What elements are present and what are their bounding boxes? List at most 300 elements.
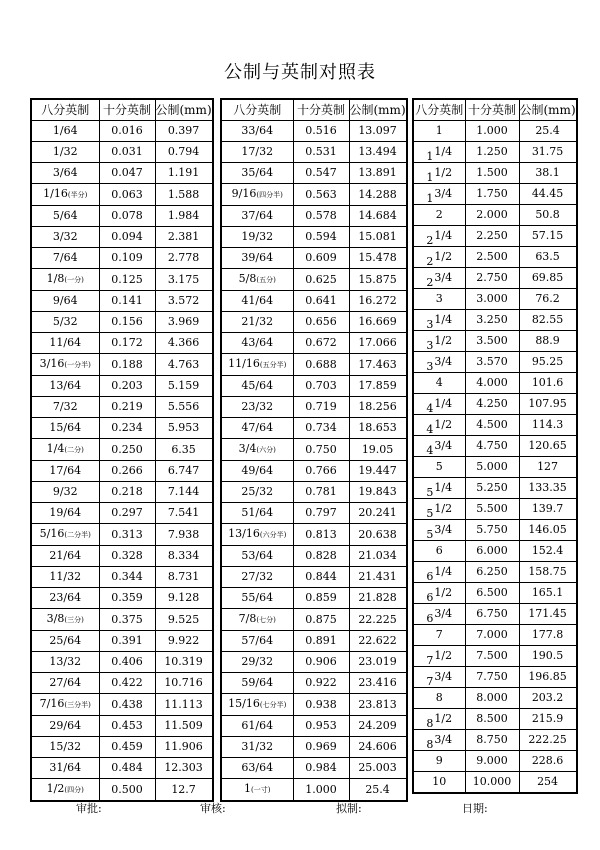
decimal-inch-cell: 3.500: [465, 331, 519, 352]
eighths-value: 15/16: [228, 697, 260, 710]
inch-cell: [413, 709, 465, 730]
decimal-inch-cell: 5.750: [465, 520, 519, 541]
whole-inch: 2: [426, 276, 434, 289]
eighths-value: 27/32: [241, 570, 274, 583]
eighths-value: 9/16: [231, 187, 257, 200]
decimal-inch-cell: 0.156: [99, 312, 155, 333]
eighths-cell: [31, 121, 99, 142]
table-row: [31, 482, 213, 503]
header-eighths: 八分英制: [31, 99, 99, 121]
eighths-value: 11/16: [228, 357, 260, 370]
metric-mm-cell: 133.35: [519, 478, 577, 499]
metric-mm-cell: 228.6: [519, 751, 577, 772]
mixed-inch-value: [426, 268, 452, 288]
decimal-inch-cell: 0.266: [99, 461, 155, 482]
metric-mm-cell: 0.794: [155, 142, 213, 163]
eighths-cell: [221, 163, 293, 184]
eighths-value: 15/32: [49, 740, 82, 753]
eighths-cell: [221, 376, 293, 397]
metric-mm-cell: 17.463: [349, 354, 407, 376]
whole-inch: 5: [426, 486, 434, 499]
mixed-inch-value: [426, 310, 452, 330]
table-row: [31, 503, 213, 524]
eighths-cell: [31, 163, 99, 184]
eighths-cell: [31, 418, 99, 439]
whole-inch: 6: [426, 570, 434, 583]
inch-cell: [413, 373, 465, 394]
eighths-value: 17/32: [241, 145, 274, 158]
table-row: [31, 269, 213, 291]
decimal-inch-cell: 0.094: [99, 227, 155, 248]
metric-mm-cell: 76.2: [519, 289, 577, 310]
decimal-inch-cell: 0.047: [99, 163, 155, 184]
decimal-inch-cell: 4.250: [465, 394, 519, 415]
decimal-inch-cell: 0.750: [293, 439, 349, 461]
table-row: [221, 694, 407, 716]
table-row: [221, 503, 407, 524]
eighths-cell: [31, 184, 99, 206]
decimal-inch-cell: 0.234: [99, 418, 155, 439]
metric-mm-cell: 11.113: [155, 694, 213, 716]
decimal-inch-cell: 0.953: [293, 716, 349, 737]
decimal-inch-cell: 7.500: [465, 646, 519, 667]
table-row: [31, 333, 213, 354]
decimal-inch-cell: 0.641: [293, 291, 349, 312]
mixed-inch-value: [426, 709, 452, 729]
eighths-cell: [221, 354, 293, 376]
whole-inch: 1: [426, 192, 434, 205]
eighths-value: 25/64: [49, 634, 82, 647]
metric-mm-cell: 22.622: [349, 631, 407, 652]
eighths-value: 7/32: [52, 400, 78, 413]
chinese-note: (五分半): [259, 361, 287, 369]
eighths-value: 3/64: [52, 166, 78, 179]
decimal-inch-cell: 0.891: [293, 631, 349, 652]
whole-inch: 5: [435, 460, 443, 473]
table-row: [31, 354, 213, 376]
metric-mm-cell: 158.75: [519, 562, 577, 583]
eighths-cell: [221, 248, 293, 269]
eighths-cell: [31, 482, 99, 503]
table-row: [413, 310, 577, 331]
mixed-inch-value: [436, 289, 443, 309]
table-row: [413, 562, 577, 583]
table-row: [413, 373, 577, 394]
metric-mm-cell: 11.906: [155, 737, 213, 758]
decimal-inch-cell: 0.031: [99, 142, 155, 163]
fraction-part: 3/4: [434, 271, 453, 284]
metric-mm-cell: 4.366: [155, 333, 213, 354]
table-row: [413, 541, 577, 562]
mixed-inch-value: [426, 226, 452, 246]
conversion-table-1: [30, 98, 214, 802]
inch-cell: [413, 751, 465, 772]
table-row: [413, 331, 577, 352]
decimal-inch-cell: 0.391: [99, 631, 155, 652]
decimal-inch-cell: 0.563: [293, 184, 349, 206]
table-row: [221, 779, 407, 802]
table-row: [31, 227, 213, 248]
metric-mm-cell: 20.638: [349, 524, 407, 546]
table-row: [221, 291, 407, 312]
table-row: [413, 478, 577, 499]
table-row: [31, 694, 213, 716]
metric-mm-cell: 19.843: [349, 482, 407, 503]
decimal-inch-cell: 0.984: [293, 758, 349, 779]
table-row: [221, 439, 407, 461]
metric-mm-cell: 19.447: [349, 461, 407, 482]
chinese-note: (三分): [64, 616, 84, 624]
metric-mm-cell: 3.572: [155, 291, 213, 312]
inch-cell: [413, 247, 465, 268]
decimal-inch-cell: 0.344: [99, 567, 155, 588]
table-row: [221, 312, 407, 333]
metric-mm-cell: 13.097: [349, 121, 407, 142]
metric-mm-cell: 5.556: [155, 397, 213, 418]
eighths-cell: [31, 248, 99, 269]
table-row: [31, 184, 213, 206]
table-row: [31, 546, 213, 567]
eighths-value: 15/64: [49, 421, 82, 434]
decimal-inch-cell: 5.250: [465, 478, 519, 499]
eighths-value: 5/64: [52, 209, 78, 222]
eighths-value: 1/8: [46, 272, 65, 285]
metric-mm-cell: 14.684: [349, 206, 407, 227]
table-row: [413, 604, 577, 625]
eighths-value: 19/32: [241, 230, 274, 243]
metric-mm-cell: 25.4: [519, 121, 577, 142]
mixed-inch-value: [426, 247, 452, 267]
metric-mm-cell: 16.272: [349, 291, 407, 312]
decimal-inch-cell: 6.000: [465, 541, 519, 562]
metric-mm-cell: 3.969: [155, 312, 213, 333]
decimal-inch-cell: 0.656: [293, 312, 349, 333]
decimal-inch-cell: 0.938: [293, 694, 349, 716]
mixed-inch-value: [426, 667, 452, 687]
table-row: [413, 268, 577, 289]
eighths-cell: [31, 333, 99, 354]
fraction-part: 1/4: [434, 397, 453, 410]
metric-mm-cell: 15.081: [349, 227, 407, 248]
eighths-value: 13/64: [49, 379, 82, 392]
eighths-value: 27/64: [49, 676, 82, 689]
metric-mm-cell: 171.45: [519, 604, 577, 625]
eighths-value: 11/64: [49, 336, 82, 349]
metric-mm-cell: 12.303: [155, 758, 213, 779]
eighths-value: 11/32: [49, 570, 82, 583]
eighths-cell: [31, 524, 99, 546]
metric-mm-cell: 215.9: [519, 709, 577, 730]
table-row: [221, 397, 407, 418]
inch-cell: [413, 646, 465, 667]
inch-cell: [413, 352, 465, 373]
metric-mm-cell: 2.778: [155, 248, 213, 269]
metric-mm-cell: 196.85: [519, 667, 577, 688]
metric-mm-cell: 8.731: [155, 567, 213, 588]
whole-inch: 9: [435, 754, 443, 767]
table-row: [221, 673, 407, 694]
decimal-inch-cell: 8.000: [465, 688, 519, 709]
table-row: [221, 163, 407, 184]
conversion-table-2: [220, 98, 408, 802]
decimal-inch-cell: 3.570: [465, 352, 519, 373]
eighths-value: 35/64: [241, 166, 274, 179]
decimal-inch-cell: 0.844: [293, 567, 349, 588]
mixed-inch-value: [436, 373, 443, 393]
metric-mm-cell: 38.1: [519, 163, 577, 184]
mixed-inch-value: [436, 541, 443, 561]
metric-mm-cell: 5.953: [155, 418, 213, 439]
table-row: [31, 121, 213, 142]
table-row: [31, 163, 213, 184]
eighths-value: 49/64: [241, 464, 274, 477]
eighths-cell: [31, 503, 99, 524]
whole-inch: 3: [426, 339, 434, 352]
table-row: [413, 352, 577, 373]
inch-cell: [413, 562, 465, 583]
fraction-part: 3/4: [434, 670, 453, 683]
table-row: [413, 142, 577, 163]
decimal-inch-cell: 0.188: [99, 354, 155, 376]
decimal-inch-cell: 3.000: [465, 289, 519, 310]
fraction-part: 1/2: [434, 166, 453, 179]
decimal-inch-cell: 8.750: [465, 730, 519, 751]
eighths-value: 1/64: [52, 124, 78, 137]
eighths-cell: [31, 567, 99, 588]
eighths-value: 9/32: [52, 485, 78, 498]
approve-label: 审批:: [76, 802, 102, 815]
eighths-cell: [31, 631, 99, 652]
eighths-value: 21/32: [241, 315, 274, 328]
table-row: [221, 716, 407, 737]
eighths-value: 53/64: [241, 549, 274, 562]
inch-cell: [413, 478, 465, 499]
decimal-inch-cell: 0.625: [293, 269, 349, 291]
metric-mm-cell: 3.175: [155, 269, 213, 291]
table-row: [31, 312, 213, 333]
decimal-inch-cell: 0.969: [293, 737, 349, 758]
metric-mm-cell: 1.588: [155, 184, 213, 206]
eighths-value: 7/16: [39, 697, 65, 710]
metric-mm-cell: 120.65: [519, 436, 577, 457]
decimal-inch-cell: 2.750: [465, 268, 519, 289]
eighths-cell: [221, 461, 293, 482]
whole-inch: 4: [435, 376, 443, 389]
eighths-value: 17/64: [49, 464, 82, 477]
eighths-value: 21/64: [49, 549, 82, 562]
decimal-inch-cell: 0.734: [293, 418, 349, 439]
decimal-inch-cell: 0.906: [293, 652, 349, 673]
table-row: [413, 730, 577, 751]
table-row: [413, 289, 577, 310]
eighths-value: 47/64: [241, 421, 274, 434]
table-row: [413, 394, 577, 415]
table-row: [221, 121, 407, 142]
table-row: [221, 758, 407, 779]
whole-inch: 2: [426, 255, 434, 268]
mixed-inch-value: [426, 415, 452, 435]
mixed-inch-value: [436, 205, 443, 225]
eighths-value: 37/64: [241, 209, 274, 222]
eighths-value: 33/64: [241, 124, 274, 137]
table-row: [413, 667, 577, 688]
chinese-note: (二分): [64, 446, 84, 454]
table-row: [221, 333, 407, 354]
mixed-inch-value: [436, 688, 443, 708]
mixed-inch-value: [426, 142, 452, 162]
eighths-cell: [31, 716, 99, 737]
metric-mm-cell: 8.334: [155, 546, 213, 567]
fraction-part: 3/4: [434, 187, 453, 200]
metric-mm-cell: 114.3: [519, 415, 577, 436]
decimal-inch-cell: 5.500: [465, 499, 519, 520]
decimal-inch-cell: 0.453: [99, 716, 155, 737]
eighths-value: 31/32: [241, 740, 274, 753]
table-row: [413, 184, 577, 205]
inch-cell: [413, 667, 465, 688]
table-row: [31, 588, 213, 609]
conversion-table-3: [412, 98, 578, 794]
whole-inch: 8: [435, 691, 443, 704]
decimal-inch-cell: 2.250: [465, 226, 519, 247]
eighths-value: 3/8: [46, 612, 65, 625]
decimal-inch-cell: 1.500: [465, 163, 519, 184]
eighths-cell: [31, 142, 99, 163]
metric-mm-cell: 23.813: [349, 694, 407, 716]
eighths-value: 39/64: [241, 251, 274, 264]
whole-inch: 5: [426, 528, 434, 541]
table-row: [413, 646, 577, 667]
header-decimal: 十分英制: [99, 99, 155, 121]
table-row: [413, 688, 577, 709]
decimal-inch-cell: 0.547: [293, 163, 349, 184]
eighths-value: 3/16: [39, 357, 65, 370]
fraction-part: 1/4: [434, 481, 453, 494]
table-row: [413, 625, 577, 646]
inch-cell: [413, 772, 465, 794]
mixed-inch-value: [426, 604, 452, 624]
chinese-note: (六分半): [259, 531, 287, 539]
decimal-inch-cell: 0.459: [99, 737, 155, 758]
metric-mm-cell: 10.319: [155, 652, 213, 673]
inch-cell: [413, 415, 465, 436]
metric-mm-cell: 127: [519, 457, 577, 478]
decimal-inch-cell: 1.750: [465, 184, 519, 205]
decimal-inch-cell: 0.406: [99, 652, 155, 673]
decimal-inch-cell: 7.000: [465, 625, 519, 646]
eighths-value: 57/64: [241, 634, 274, 647]
metric-mm-cell: 2.381: [155, 227, 213, 248]
table-row: [221, 631, 407, 652]
date-label: 日期:: [462, 802, 488, 815]
metric-mm-cell: 107.95: [519, 394, 577, 415]
eighths-cell: [221, 588, 293, 609]
table-row: [31, 461, 213, 482]
metric-mm-cell: 152.4: [519, 541, 577, 562]
eighths-cell: [221, 482, 293, 503]
eighths-cell: [221, 673, 293, 694]
decimal-inch-cell: 0.719: [293, 397, 349, 418]
metric-mm-cell: 16.669: [349, 312, 407, 333]
decimal-inch-cell: 0.672: [293, 333, 349, 354]
metric-mm-cell: 24.209: [349, 716, 407, 737]
decimal-inch-cell: 0.078: [99, 206, 155, 227]
eighths-cell: [221, 758, 293, 779]
mixed-inch-value: [426, 331, 452, 351]
decimal-inch-cell: 0.500: [99, 779, 155, 802]
decimal-inch-cell: 1.000: [465, 121, 519, 142]
table-row: [31, 737, 213, 758]
table-row: [413, 520, 577, 541]
fraction-part: 1/4: [434, 145, 453, 158]
decimal-inch-cell: 0.438: [99, 694, 155, 716]
eighths-cell: [221, 779, 293, 802]
decimal-inch-cell: 0.578: [293, 206, 349, 227]
decimal-inch-cell: 0.609: [293, 248, 349, 269]
table-row: [413, 121, 577, 142]
decimal-inch-cell: 0.781: [293, 482, 349, 503]
whole-inch: 7: [435, 628, 443, 641]
whole-inch: 1: [426, 150, 434, 163]
decimal-inch-cell: 0.797: [293, 503, 349, 524]
inch-cell: [413, 583, 465, 604]
eighths-cell: [31, 673, 99, 694]
metric-mm-cell: 6.747: [155, 461, 213, 482]
metric-mm-cell: 19.05: [349, 439, 407, 461]
metric-mm-cell: 254: [519, 772, 577, 794]
eighths-value: 7/8: [238, 612, 257, 625]
metric-mm-cell: 88.9: [519, 331, 577, 352]
metric-mm-cell: 5.159: [155, 376, 213, 397]
eighths-value: 1/16: [43, 187, 68, 200]
table-row: [221, 482, 407, 503]
table-row: [221, 652, 407, 673]
metric-mm-cell: 101.6: [519, 373, 577, 394]
decimal-inch-cell: 2.500: [465, 247, 519, 268]
table-row: [221, 737, 407, 758]
metric-mm-cell: 57.15: [519, 226, 577, 247]
eighths-cell: [221, 227, 293, 248]
decimal-inch-cell: 8.500: [465, 709, 519, 730]
decimal-inch-cell: 0.859: [293, 588, 349, 609]
inch-cell: [413, 289, 465, 310]
draft-label: 拟制:: [336, 802, 362, 815]
decimal-inch-cell: 0.688: [293, 354, 349, 376]
decimal-inch-cell: 0.703: [293, 376, 349, 397]
table-row: [221, 184, 407, 206]
decimal-inch-cell: 4.750: [465, 436, 519, 457]
metric-mm-cell: 9.525: [155, 609, 213, 631]
table-row: [31, 418, 213, 439]
inch-cell: [413, 436, 465, 457]
eighths-cell: [31, 354, 99, 376]
decimal-inch-cell: 0.875: [293, 609, 349, 631]
eighths-value: 3/32: [52, 230, 78, 243]
inch-cell: [413, 730, 465, 751]
fraction-part: 1/4: [434, 565, 453, 578]
metric-mm-cell: 15.478: [349, 248, 407, 269]
fraction-part: 3/4: [434, 607, 453, 620]
decimal-inch-cell: 4.500: [465, 415, 519, 436]
fraction-part: 3/4: [434, 733, 453, 746]
table-row: [31, 673, 213, 694]
chinese-note: (四分半): [256, 191, 283, 199]
table-row: [31, 567, 213, 588]
inch-cell: [413, 121, 465, 142]
whole-inch: 4: [426, 444, 434, 457]
metric-mm-cell: 21.431: [349, 567, 407, 588]
metric-mm-cell: 13.494: [349, 142, 407, 163]
